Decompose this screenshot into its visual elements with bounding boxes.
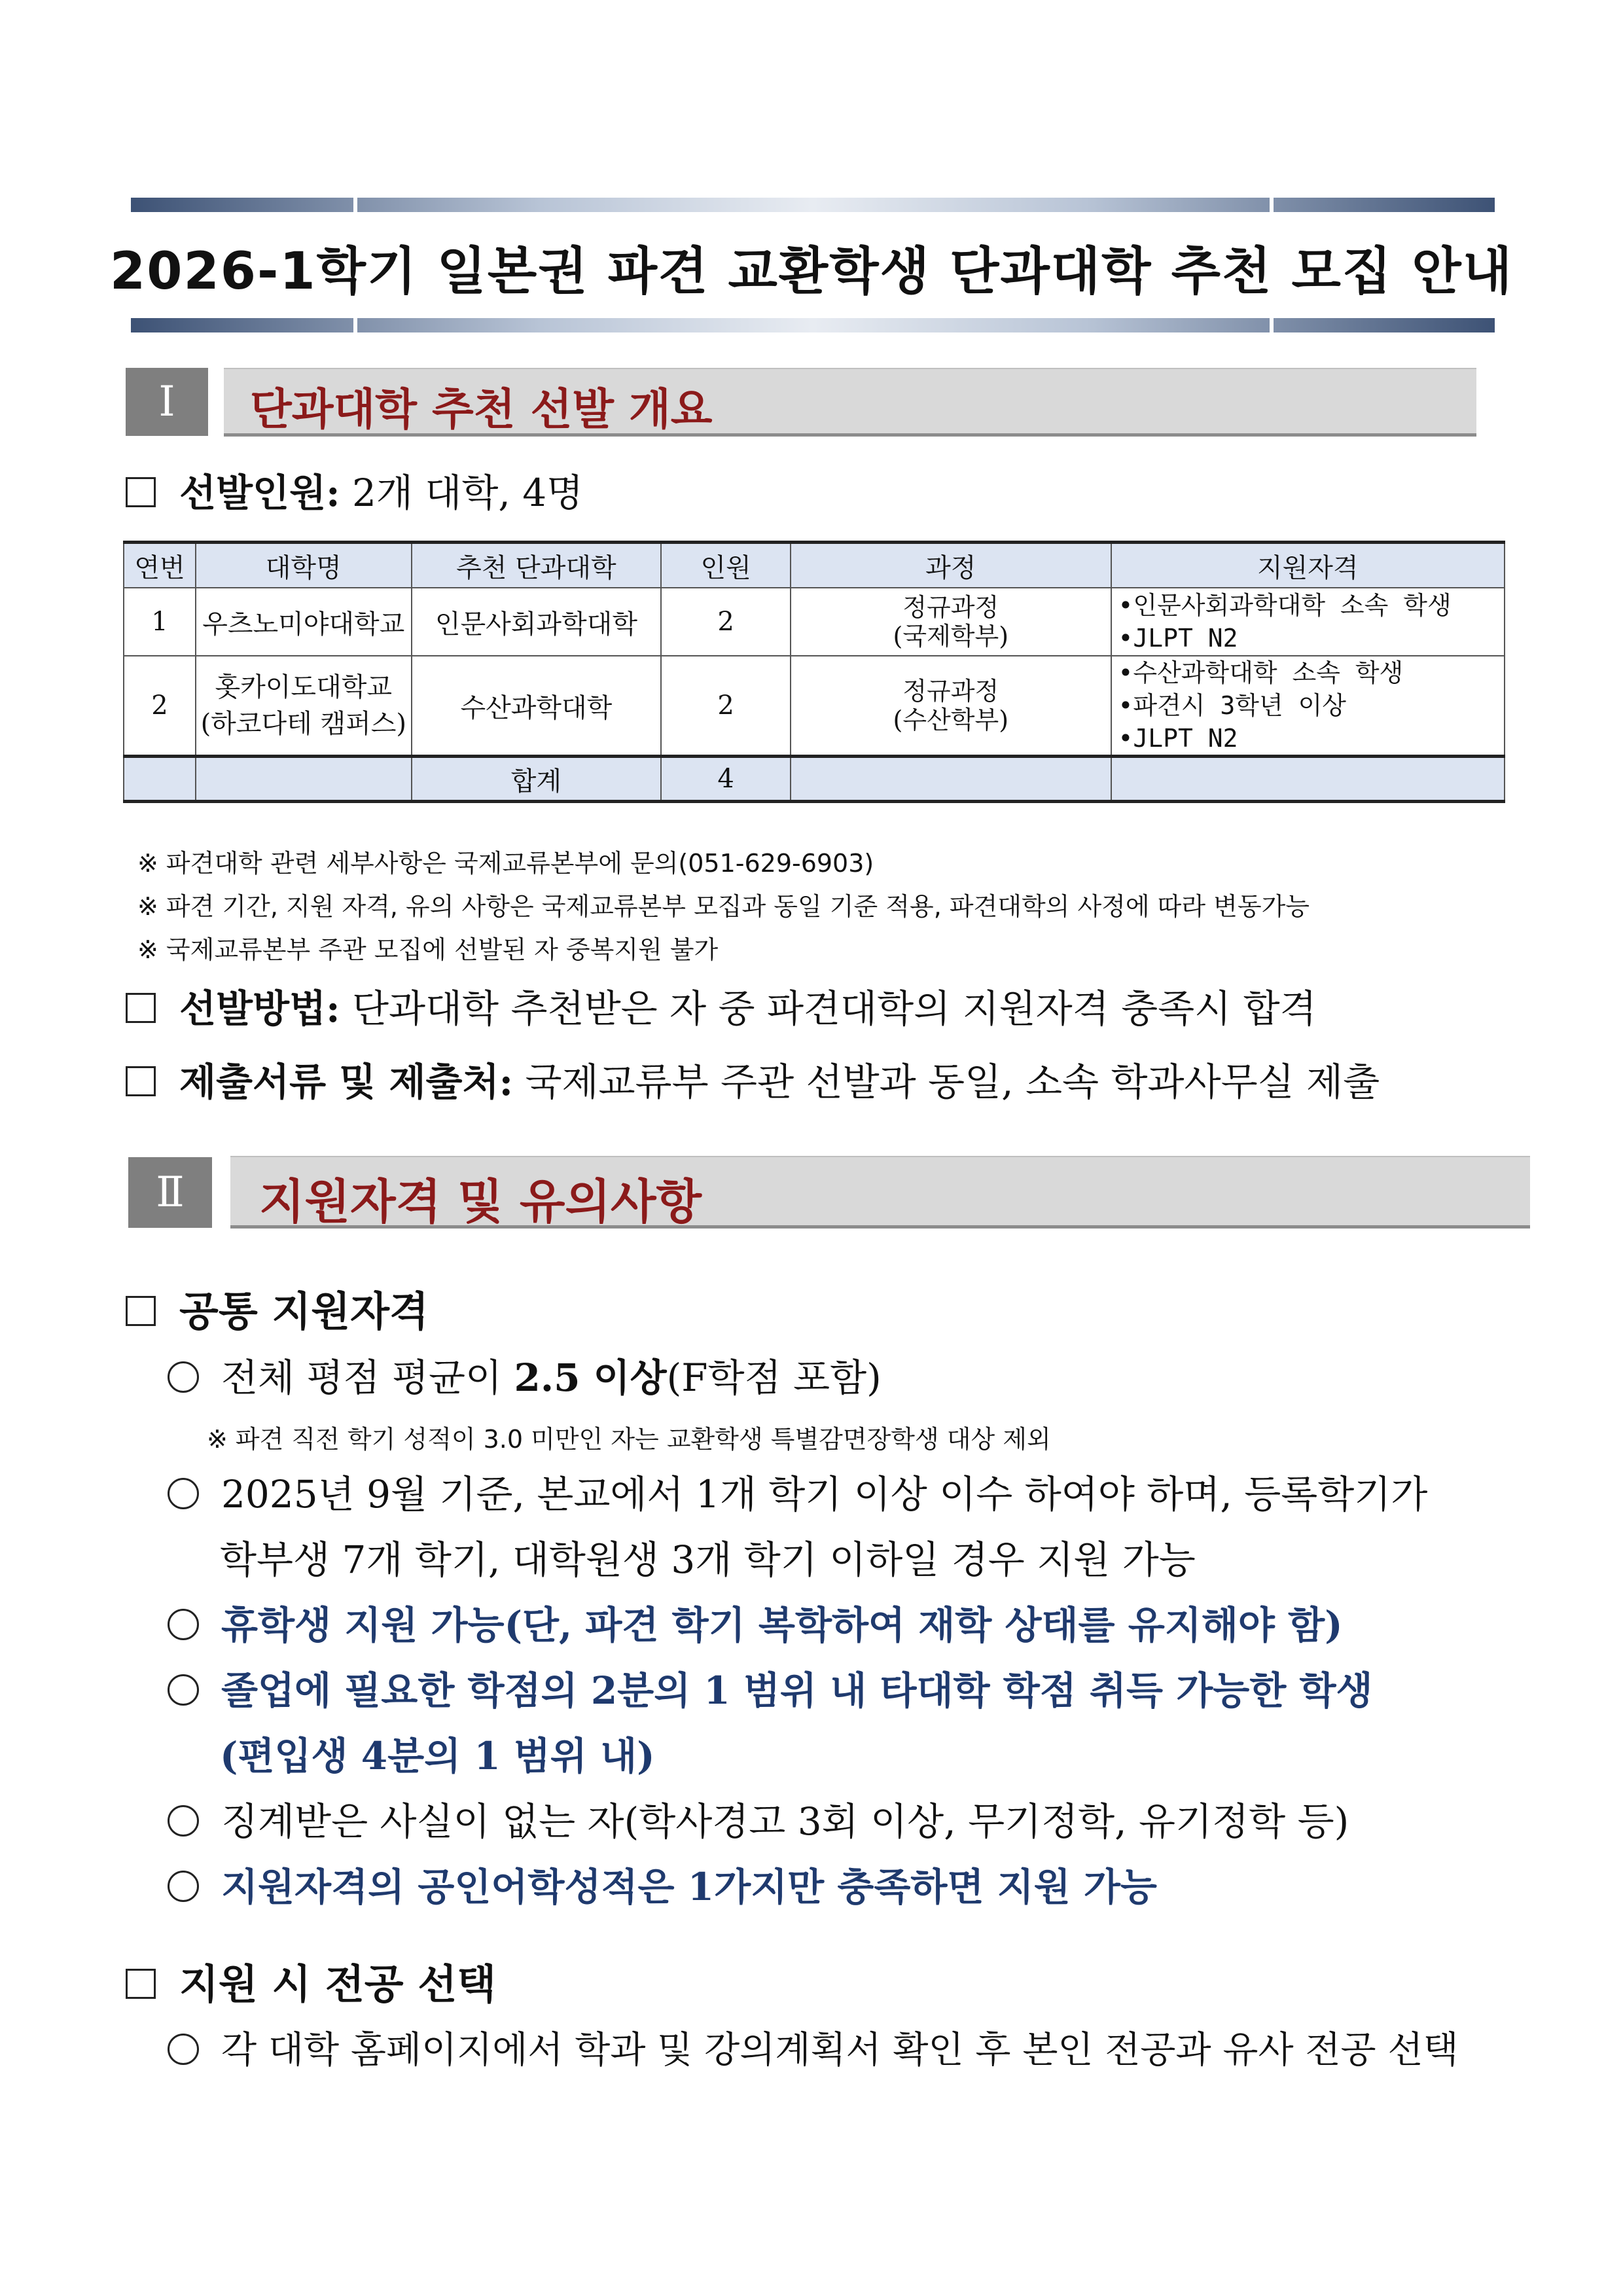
table-cell: 수산과학대학: [412, 656, 662, 757]
note-line: ※ 파견 기간, 지원 자격, 유의 사항은 국제교류본부 모집과 동일 기준 적용, 파견대학의 사정에 따라 변동가능: [137, 892, 1310, 921]
table-total-label: 합계: [412, 757, 662, 802]
table-row: [124, 656, 1505, 757]
section1-number: Ⅰ: [126, 368, 208, 436]
circle-bullet-icon: [168, 1609, 199, 1640]
table-cell: 우츠노미야대학교: [196, 588, 412, 656]
circle-bullet-icon: [168, 1361, 199, 1393]
common-qualification-heading: 공통 지원자격: [126, 1279, 429, 1337]
table-header: 추천 단과대학: [412, 543, 662, 588]
checkbox-square-icon: [126, 477, 156, 507]
checkbox-square-icon: [126, 1969, 156, 1999]
section2-title: 지원자격 및 유의사항: [259, 1174, 702, 1229]
table-cell: 정규과정 (국제학부): [791, 588, 1111, 656]
table-cell: [791, 757, 1111, 802]
table-cell: 정규과정 (수산학부): [791, 656, 1111, 757]
checkbox-square-icon: [126, 1296, 156, 1326]
title-top-bar: [131, 198, 1495, 212]
table-total-row: [124, 757, 1505, 802]
table-cell: [124, 757, 196, 802]
checkbox-square-icon: [126, 993, 156, 1023]
table-row: [124, 588, 1505, 656]
qualification-item: 전체 평점 평균이 2.5 이상(F학점 포함): [168, 1347, 882, 1402]
checkbox-square-icon: [126, 1066, 156, 1096]
table-header: 인원: [661, 543, 791, 588]
table-cell: 2: [661, 588, 791, 656]
qualification-note: ※ 파견 직전 학기 성적이 3.0 미만인 자는 교환학생 특별감면장학생 대상 제외: [207, 1425, 1051, 1454]
table-cell: [196, 757, 412, 802]
table-header: 대학명: [196, 543, 412, 588]
qualification-item-highlight: 졸업에 필요한 학점의 2분의 1 범위 내 타대학 학점 취득 가능한 학생: [168, 1660, 1373, 1715]
table-header: 지원자격: [1111, 543, 1505, 588]
table-cell: •수산과학대학 소속 학생 •파견시 3학년 이상 •JLPT N2: [1111, 656, 1505, 757]
recommendation-table: [123, 541, 1505, 803]
note-line: ※ 파견대학 관련 세부사항은 국제교류본부에 문의(051-629-6903): [137, 849, 874, 878]
page-title: 2026-1학기 일본권 파견 교환학생 단과대학 추천 모집 안내: [109, 242, 1514, 301]
circle-bullet-icon: [168, 1871, 199, 1902]
circle-bullet-icon: [168, 1805, 199, 1837]
table-header: 연번: [124, 543, 196, 588]
table-header: 과정: [791, 543, 1111, 588]
selection-method-line: 선발방법: 단과대학 추천받은 자 중 파견대학의 지원자격 충족시 합격: [126, 978, 1317, 1033]
table-cell: 인문사회과학대학: [412, 588, 662, 656]
major-selection-item: 각 대학 홈페이지에서 학과 및 강의계획서 확인 후 본인 전공과 유사 전공 선택: [168, 2021, 1459, 2073]
table-cell: •인문사회과학대학 소속 학생 •JLPT N2: [1111, 588, 1505, 656]
table-total-value: 4: [661, 757, 791, 802]
title-bottom-bar: [131, 318, 1495, 332]
table-cell: 1: [124, 588, 196, 656]
qualification-item: 2025년 9월 기준, 본교에서 1개 학기 이상 이수 하여야 하며, 등록학기가: [168, 1463, 1427, 1518]
qualification-item-highlight: 지원자격의 공인어학성적은 1가지만 충족하면 지원 가능: [168, 1856, 1157, 1911]
note-line: ※ 국제교류본부 주관 모집에 선발된 자 중복지원 불가: [137, 935, 719, 964]
qualification-item-continued: (편입생 4분의 1 범위 내): [220, 1734, 655, 1778]
circle-bullet-icon: [168, 2034, 199, 2065]
table-cell: 2: [124, 656, 196, 757]
qualification-item-continued: 학부생 7개 학기, 대학원생 3개 학기 이하일 경우 지원 가능: [220, 1537, 1196, 1582]
table-cell: 홋카이도대학교 (하코다테 캠퍼스): [196, 656, 412, 757]
table-cell: 2: [661, 656, 791, 757]
submission-docs-line: 제출서류 및 제출처: 국제교류부 주관 선발과 동일, 소속 학과사무실 제출: [126, 1051, 1380, 1106]
qualification-item: 징계받은 사실이 없는 자(학사경고 3회 이상, 무기정학, 유기정학 등): [168, 1791, 1349, 1846]
circle-bullet-icon: [168, 1674, 199, 1706]
table-header-row: [124, 543, 1505, 588]
selection-count-line: 선발인원: 2개 대학, 4명: [126, 462, 583, 517]
table-cell: [1111, 757, 1505, 802]
major-selection-heading: 지원 시 전공 선택: [126, 1952, 496, 2010]
qualification-item-highlight: 휴학생 지원 가능(단, 파견 학기 복학하여 재학 상태를 유지해야 함): [168, 1594, 1343, 1649]
circle-bullet-icon: [168, 1478, 199, 1509]
section1-title: 단과대학 추천 선발 개요: [250, 384, 713, 435]
section2-number: Ⅱ: [128, 1157, 212, 1228]
